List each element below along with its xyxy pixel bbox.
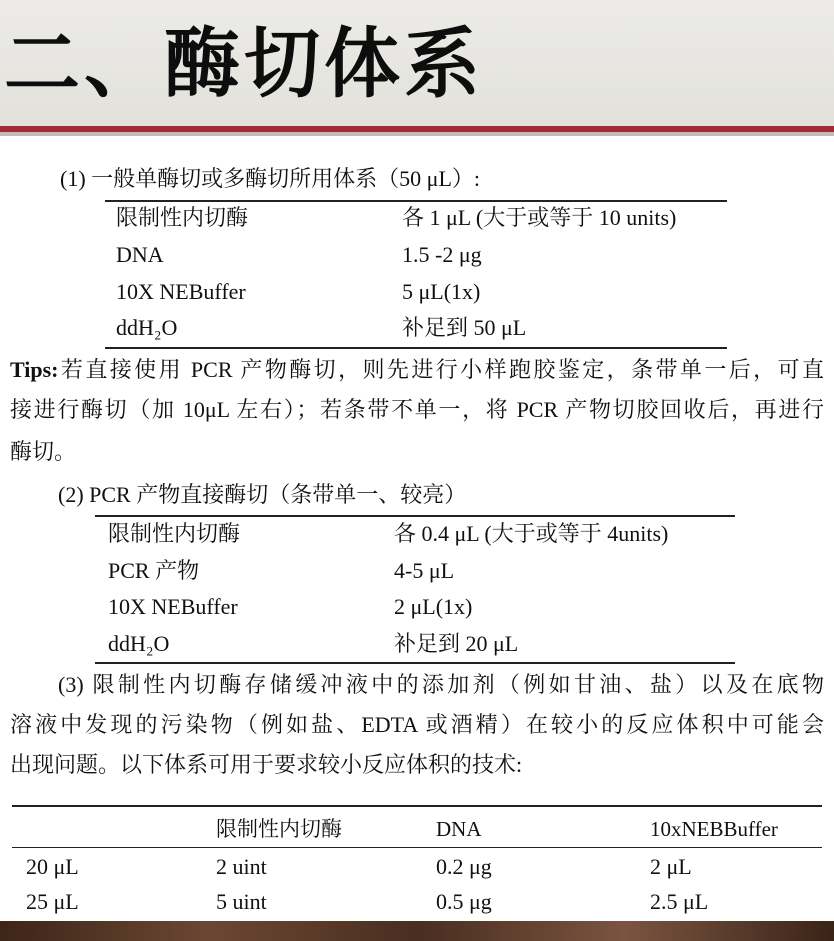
bottom-decorative-strip (0, 921, 834, 941)
table3-header: 限制性内切酶 (216, 817, 342, 841)
section1-heading: (1) 一般单酶切或多酶切所用体系（50 μL）: (60, 166, 480, 191)
section2-row-label: 限制性内切酶 (108, 521, 241, 546)
section1-bottom-rule (105, 347, 727, 349)
tips-line-1 (10, 350, 824, 390)
slide-header (0, 0, 834, 126)
section1-row-label: ddH₂O (116, 315, 178, 340)
section3-line-1 (10, 665, 824, 705)
tips-line-2: 接进行酶切（加 10μL 左右）；若条带不单一，将 PCR 产物切胶回收后，再进行 (10, 397, 824, 422)
section2-row-label: PCR 产物 (108, 558, 200, 583)
table3-cell: 2 μL (650, 854, 692, 879)
section1-top-rule (105, 200, 727, 202)
section1-row-value: 1.5 -2 μg (402, 242, 482, 267)
table3-cell: 0.2 μg (436, 854, 492, 879)
table3-cell: 2 uint (216, 854, 267, 879)
section1-row-label: 限制性内切酶 (116, 205, 249, 230)
section1-row-label: DNA (116, 242, 164, 267)
section3-text: (3) 限制性内切酶存储缓冲液中的添加剂（例如甘油、盐）以及在底物 (58, 672, 824, 697)
table3-cell: 20 μL (26, 854, 79, 879)
table3-header-rule (12, 847, 822, 848)
section2-bottom-rule (95, 662, 735, 664)
section2-row-value: 4-5 μL (394, 558, 455, 583)
table3-cell: 2.5 μL (650, 889, 709, 914)
section1-row-value: 补足到 50 μL (402, 315, 527, 340)
section2-row-label: 10X NEBuffer (108, 594, 238, 619)
section2-row-value: 各 0.4 μL (大于或等于 4units) (394, 521, 669, 546)
section1-row-value: 各 1 μL (大于或等于 10 units) (402, 205, 677, 230)
tips-label: Tips: (10, 357, 59, 382)
header-divider-gray (0, 132, 834, 136)
tips-text: 若直接使用 PCR 产物酶切，则先进行小样跑胶鉴定，条带单一后，可直 (58, 357, 824, 382)
tips-line-3: 酶切。 (10, 439, 77, 464)
section3-line-3: 出现问题。以下体系可用于要求较小反应体积的技术: (10, 752, 523, 777)
slide-content (0, 140, 834, 920)
slide-title: 二、酶切体系 (4, 19, 484, 108)
section2-row-value: 补足到 20 μL (394, 631, 519, 656)
section1-row-value: 5 μL(1x) (402, 279, 481, 304)
section3-line-2: 溶液中发现的污染物（例如盐、EDTA 或酒精）在较小的反应体积中可能会 (10, 712, 824, 737)
table3-cell: 5 uint (216, 889, 267, 914)
section2-top-rule (95, 515, 735, 517)
table3-header: 10xNEBBuffer (650, 817, 778, 841)
table3-top-rule (12, 805, 822, 807)
section2-row-label: ddH₂O (108, 631, 170, 656)
table3-cell: 25 μL (26, 889, 79, 914)
table3-cell: 0.5 μg (436, 889, 492, 914)
section1-row-label: 10X NEBuffer (116, 279, 246, 304)
section2-row-value: 2 μL(1x) (394, 594, 473, 619)
section2-heading: (2) PCR 产物直接酶切（条带单一、较亮） (58, 482, 467, 507)
table3-header: DNA (436, 817, 482, 841)
